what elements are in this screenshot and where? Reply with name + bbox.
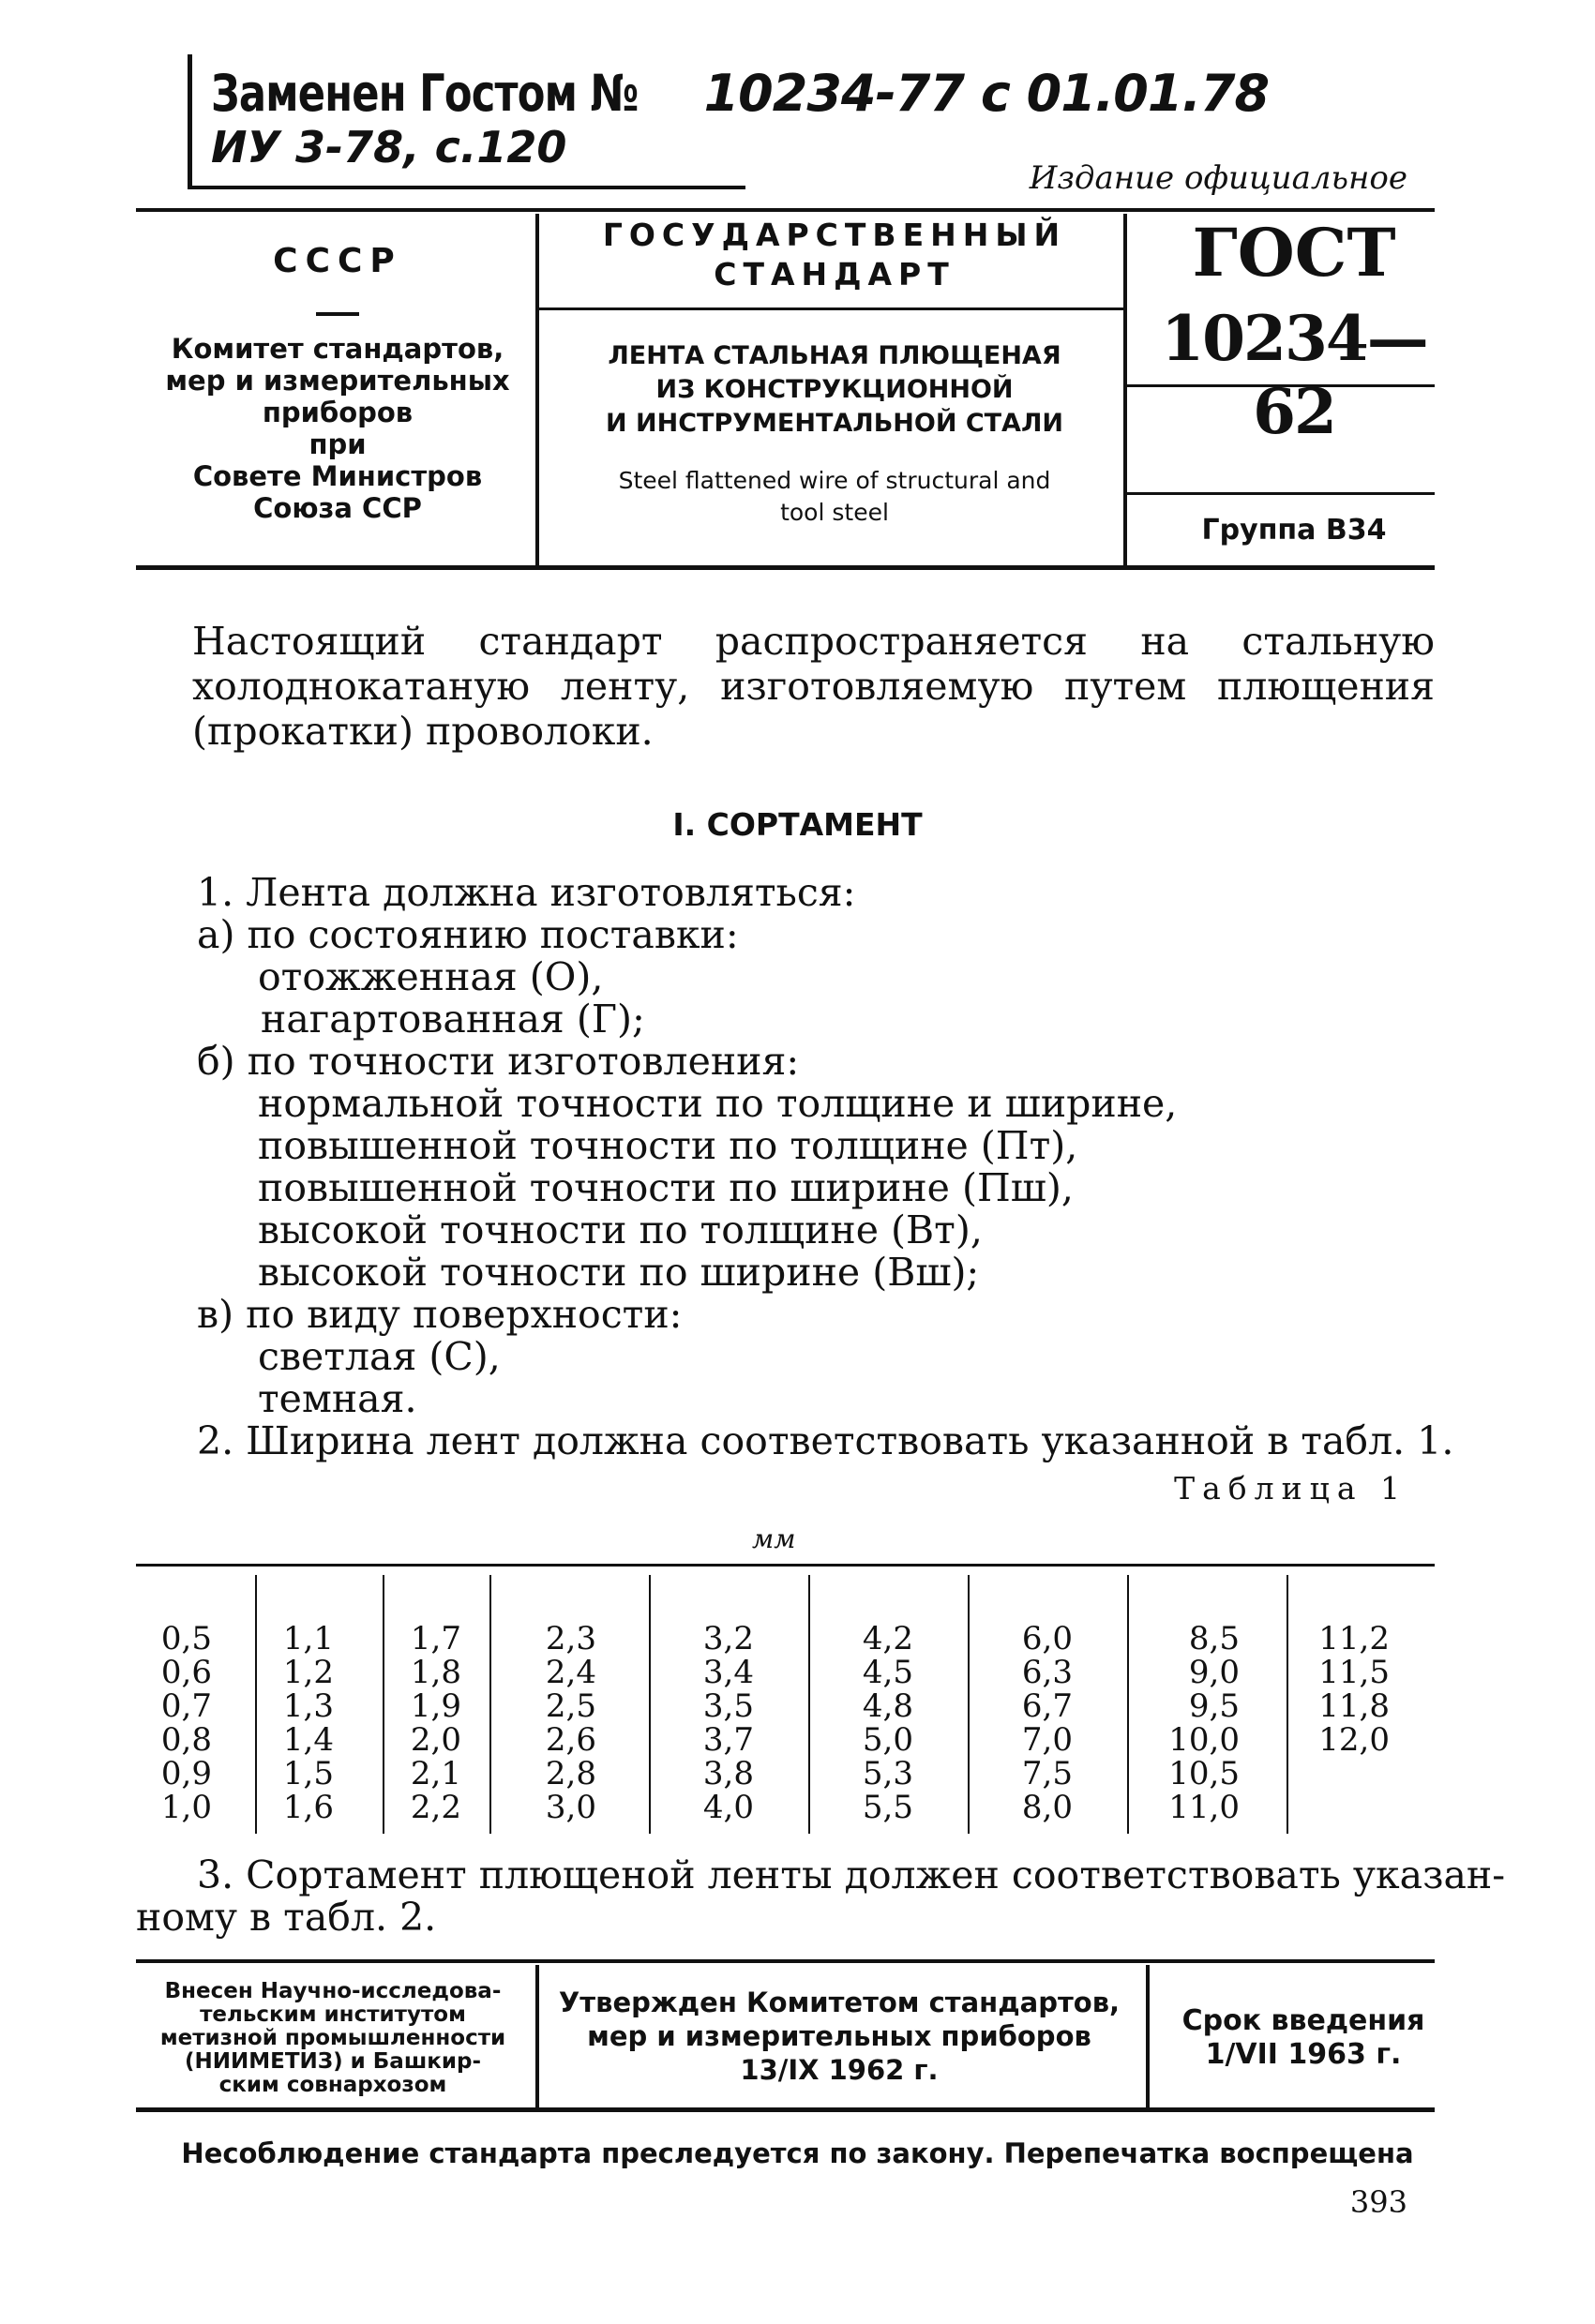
table-cell: 1,7 xyxy=(410,1620,461,1657)
table-column xyxy=(399,1622,461,1824)
list-item: 3. Сортамент плющеной ленты должен соответствовать указан- xyxy=(197,1852,1506,1897)
table-cell: 9,5 xyxy=(1188,1687,1240,1725)
gost-label: ГОСТ xyxy=(1192,214,1396,292)
table-caption: Таблица 1 xyxy=(1174,1470,1407,1507)
table-cell: 2,8 xyxy=(545,1755,596,1792)
table-cell: 3,0 xyxy=(545,1789,596,1826)
table-cell: 1,5 xyxy=(282,1755,334,1792)
committee-line: Комитет стандартов, xyxy=(171,333,504,365)
approved-line: Утвержден Комитетом стандартов, xyxy=(558,1987,1121,2018)
table-column xyxy=(851,1622,913,1824)
table-cell: 2,3 xyxy=(545,1620,596,1657)
table-cell: 9,0 xyxy=(1188,1654,1240,1691)
table-column xyxy=(534,1622,596,1824)
introduced-line: метизной промышленности xyxy=(159,2026,506,2050)
table-cell: 12,0 xyxy=(1318,1721,1390,1759)
stamp-print-text: Заменен Гостом № xyxy=(211,64,639,123)
table-cell: 8,0 xyxy=(1021,1789,1073,1826)
table-column xyxy=(1011,1622,1073,1824)
table-cell: 7,0 xyxy=(1021,1721,1073,1759)
table-cell: 5,0 xyxy=(862,1721,913,1759)
list-item: высокой точности по толщине (Вт), xyxy=(258,1207,983,1252)
committee-line: Совете Министров xyxy=(192,460,483,492)
committee-line: мер и измерительных xyxy=(165,365,510,397)
table-cell: 3,5 xyxy=(702,1687,754,1725)
stamp-line-1 xyxy=(211,64,1269,123)
committee-line: Союза ССР xyxy=(253,492,422,524)
table-cell: 2,4 xyxy=(545,1654,596,1691)
table-cell: 3,7 xyxy=(702,1721,754,1759)
title-line: ЛЕНТА СТАЛЬНАЯ ПЛЮЩЕНАЯ xyxy=(608,341,1061,370)
page-number: 393 xyxy=(1349,2184,1407,2220)
header-divider-1 xyxy=(535,214,539,566)
list-item: 2. Ширина лент должна соответствовать указанной в табл. 1. xyxy=(197,1418,1454,1463)
section-title: I. СОРТАМЕНТ xyxy=(672,806,923,843)
table-cell: 7,5 xyxy=(1021,1755,1073,1792)
table-col-divider xyxy=(383,1575,384,1834)
approved-line: мер и измерительных приборов xyxy=(587,2020,1091,2052)
table-cell: 2,5 xyxy=(545,1687,596,1725)
gost-number: 10234—62 xyxy=(1161,302,1427,448)
table-column xyxy=(1153,1622,1240,1824)
introduced-line: ским совнархозом xyxy=(218,2073,447,2097)
introduced-line: тельским институтом xyxy=(200,2002,466,2027)
table-cell: 4,8 xyxy=(862,1687,913,1725)
table-col-divider xyxy=(808,1575,810,1834)
header-top-rule xyxy=(136,208,1435,212)
table-col-divider xyxy=(489,1575,491,1834)
table-cell: 3,4 xyxy=(702,1654,754,1691)
table-cell: 2,1 xyxy=(410,1755,461,1792)
list-item: отожженная (О), xyxy=(258,954,604,999)
table-cell: 4,2 xyxy=(862,1620,913,1657)
list-item: высокой точности по ширине (Вш); xyxy=(258,1250,980,1295)
table-cell: 11,5 xyxy=(1318,1654,1390,1691)
standard-title xyxy=(544,339,1125,441)
committee-name xyxy=(141,333,534,524)
title-en-line: Steel flattened wire of structural and xyxy=(618,467,1051,494)
approved-by xyxy=(544,1986,1135,2087)
table-cell: 8,5 xyxy=(1188,1620,1240,1657)
footer-divider-2 xyxy=(1146,1965,1150,2107)
table-cell: 4,5 xyxy=(862,1654,913,1691)
table-cell: 11,2 xyxy=(1318,1620,1390,1657)
table-col-divider xyxy=(255,1575,257,1834)
list-item: б) по точности изготовления: xyxy=(197,1039,800,1084)
legal-note: Несоблюдение стандарта преследуется по закону. Перепечатка воспрещена xyxy=(181,2137,1414,2169)
table-cell: 3,2 xyxy=(702,1620,754,1657)
table-cell: 4,0 xyxy=(702,1789,754,1826)
table-cell: 1,0 xyxy=(160,1789,212,1826)
table-col-divider xyxy=(1287,1575,1288,1834)
table-top-rule xyxy=(136,1564,1435,1567)
list-item: ному в табл. 2. xyxy=(136,1895,437,1940)
table-cell: 1,4 xyxy=(282,1721,334,1759)
intro-paragraph: Настоящий стандарт распространяется на стальную холоднокатаную ленту, изготовляемую путем плющения (прокатки) проволоки. xyxy=(192,619,1435,754)
effective-line: Срок введения xyxy=(1181,2004,1425,2037)
table-cell: 5,5 xyxy=(862,1789,913,1826)
table-cell: 1,8 xyxy=(410,1654,461,1691)
title-line: ИЗ КОНСТРУКЦИОННОЙ xyxy=(655,375,1014,404)
title-en-line: tool steel xyxy=(780,499,889,526)
table-cell: 1,3 xyxy=(282,1687,334,1725)
committee-line: при xyxy=(308,428,367,460)
standard-type xyxy=(544,216,1125,294)
table-col-divider xyxy=(1127,1575,1129,1834)
table-cell: 5,3 xyxy=(862,1755,913,1792)
table-cell: 6,3 xyxy=(1021,1654,1073,1691)
header-mid-rule xyxy=(539,307,1123,310)
issuer-block xyxy=(141,242,534,524)
table-cell: 1,9 xyxy=(410,1687,461,1725)
table-cell: 0,5 xyxy=(160,1620,212,1657)
header-bottom-rule xyxy=(136,565,1435,570)
introduced-line: Внесен Научно-исследова- xyxy=(164,1979,502,2003)
table-column xyxy=(1303,1622,1390,1757)
footer-divider-1 xyxy=(535,1965,539,2107)
standard-title-english xyxy=(544,465,1125,529)
standard-type-line: ГОСУДАРСТВЕННЫЙ xyxy=(602,217,1067,253)
table-cell: 1,1 xyxy=(282,1620,334,1657)
list-item: нагартованная (Г); xyxy=(261,997,645,1042)
stamp-handwritten-2: ИУ 3-78, с.120 xyxy=(211,122,567,172)
table-col-divider xyxy=(649,1575,651,1834)
list-item: повышенной точности по толщине (Пт), xyxy=(258,1123,1078,1168)
list-item: в) по виду поверхности: xyxy=(197,1292,683,1337)
table-column xyxy=(150,1622,212,1824)
list-item: светлая (С), xyxy=(258,1334,501,1379)
title-line: И ИНСТРУМЕНТАЛЬНОЙ СТАЛИ xyxy=(606,409,1063,438)
table-cell: 1,6 xyxy=(282,1789,334,1826)
table-cell: 0,6 xyxy=(160,1654,212,1691)
table-cell: 2,6 xyxy=(545,1721,596,1759)
group-label: Группа В34 xyxy=(1201,514,1387,547)
table-unit: мм xyxy=(752,1523,796,1554)
introduced-line: (НИИМЕТИЗ) и Башкир- xyxy=(185,2049,481,2074)
table-cell: 1,2 xyxy=(282,1654,334,1691)
approved-line: 13/IX 1962 г. xyxy=(740,2054,939,2086)
table-cell: 10,5 xyxy=(1168,1755,1240,1792)
table-cell: 0,7 xyxy=(160,1687,212,1725)
table-cell: 6,0 xyxy=(1021,1620,1073,1657)
effective-date xyxy=(1153,2004,1453,2072)
list-item: темная. xyxy=(258,1376,417,1421)
ussr-label: СССР xyxy=(273,242,402,280)
footer-bottom-rule xyxy=(136,2107,1435,2112)
dash-mark xyxy=(316,312,359,316)
table-cell: 10,0 xyxy=(1168,1721,1240,1759)
header-right-rule-2 xyxy=(1127,492,1435,495)
list-item: нормальной точности по толщине и ширине, xyxy=(258,1081,1178,1126)
table-cell: 0,8 xyxy=(160,1721,212,1759)
table-cell: 0,9 xyxy=(160,1755,212,1792)
list-item: повышенной точности по ширине (Пш), xyxy=(258,1165,1074,1210)
table-cell: 2,2 xyxy=(410,1789,461,1826)
footer-top-rule xyxy=(136,1959,1435,1963)
standard-type-line: СТАНДАРТ xyxy=(714,256,955,292)
introduced-by xyxy=(141,1980,525,2097)
table-cell: 3,8 xyxy=(702,1755,754,1792)
table-cell: 11,8 xyxy=(1318,1687,1390,1725)
effective-line: 1/VII 1963 г. xyxy=(1205,2038,1402,2071)
table-cell: 2,0 xyxy=(410,1721,461,1759)
table-column xyxy=(272,1622,334,1824)
table-column xyxy=(692,1622,754,1824)
table-cell: 11,0 xyxy=(1168,1789,1240,1826)
list-item: 1. Лента должна изготовляться: xyxy=(197,870,856,915)
committee-line: приборов xyxy=(262,397,414,428)
stamp-handwritten-1: 10234-77 с 01.01.78 xyxy=(703,64,1270,123)
table-cell: 6,7 xyxy=(1021,1687,1073,1725)
edition-label: Издание официальное xyxy=(1029,159,1407,197)
list-item: а) по состоянию поставки: xyxy=(197,912,739,957)
table-col-divider xyxy=(968,1575,970,1834)
